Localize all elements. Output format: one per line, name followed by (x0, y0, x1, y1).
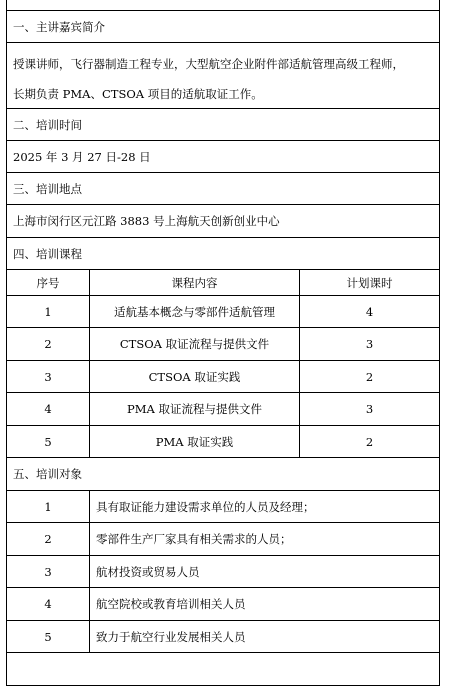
audience-no: 1 (44, 499, 52, 514)
audience-text: 航空院校或教育培训相关人员 (89, 588, 439, 620)
header-no: 序号 (36, 275, 60, 290)
course-row (7, 295, 439, 327)
training-date (7, 140, 439, 172)
course-hours: 3 (299, 393, 439, 425)
course-hours: 2 (299, 426, 439, 457)
section-4-header (7, 237, 439, 269)
header-course: 课程内容 (89, 270, 299, 295)
section-3-title: 三、培训地点 (13, 181, 82, 196)
course-hours: 4 (299, 296, 439, 327)
course-content: CTSOA 取证实践 (89, 361, 299, 392)
speaker-intro (7, 42, 439, 108)
course-no: 2 (44, 337, 52, 351)
section-5-title: 五、培训对象 (13, 467, 82, 481)
course-content: CTSOA 取证流程与提供文件 (89, 328, 299, 360)
course-row (7, 392, 439, 425)
audience-no: 5 (44, 629, 52, 644)
training-date-text: 2025 年 3 月 27 日-28 日 (13, 149, 151, 164)
course-row (7, 425, 439, 457)
course-no: 5 (44, 434, 52, 449)
audience-row (7, 620, 439, 652)
audience-text: 致力于航空行业发展相关人员 (89, 621, 439, 652)
section-1-header (7, 10, 439, 42)
audience-text: 零部件生产厂家具有相关需求的人员； (89, 523, 439, 555)
course-content: PMA 取证流程与提供文件 (89, 393, 299, 425)
empty-row (7, 652, 439, 686)
section-1-title: 一、主讲嘉宾简介 (13, 19, 105, 34)
course-hours: 2 (299, 361, 439, 392)
section-3-header (7, 172, 439, 204)
course-content: PMA 取证实践 (89, 426, 299, 457)
training-info-table (6, 0, 440, 686)
audience-row (7, 522, 439, 555)
section-4-title: 四、培训课程 (13, 246, 82, 261)
course-no: 4 (44, 402, 52, 416)
audience-row (7, 587, 439, 620)
training-location (7, 204, 439, 237)
audience-row (7, 490, 439, 522)
course-content: 适航基本概念与零部件适航管理 (89, 296, 299, 327)
course-no: 1 (44, 304, 52, 319)
audience-text: 具有取证能力建设需求单位的人员及经理； (89, 491, 439, 522)
speaker-intro-line-2: 长期负责 PMA、CTSOA 项目的适航取证工作。 (13, 87, 263, 101)
training-location-text: 上海市闵行区元江路 3883 号上海航天创新创业中心 (13, 214, 280, 228)
section-5-header (7, 457, 439, 490)
audience-no: 3 (44, 564, 52, 579)
audience-no: 4 (44, 597, 52, 611)
course-row (7, 327, 439, 360)
header-hours: 计划课时 (299, 270, 439, 295)
course-no: 3 (44, 369, 52, 384)
section-2-title: 二、培训时间 (13, 117, 82, 132)
audience-row (7, 555, 439, 587)
course-hours: 3 (299, 328, 439, 360)
audience-no: 2 (44, 532, 52, 546)
audience-text: 航材投资或贸易人员 (89, 556, 439, 587)
course-table-header (7, 269, 439, 295)
section-2-header (7, 108, 439, 140)
course-row (7, 360, 439, 392)
speaker-intro-line-1: 授课讲师，飞行器制造工程专业，大型航空企业附件部适航管理高级工程师， (13, 57, 404, 71)
